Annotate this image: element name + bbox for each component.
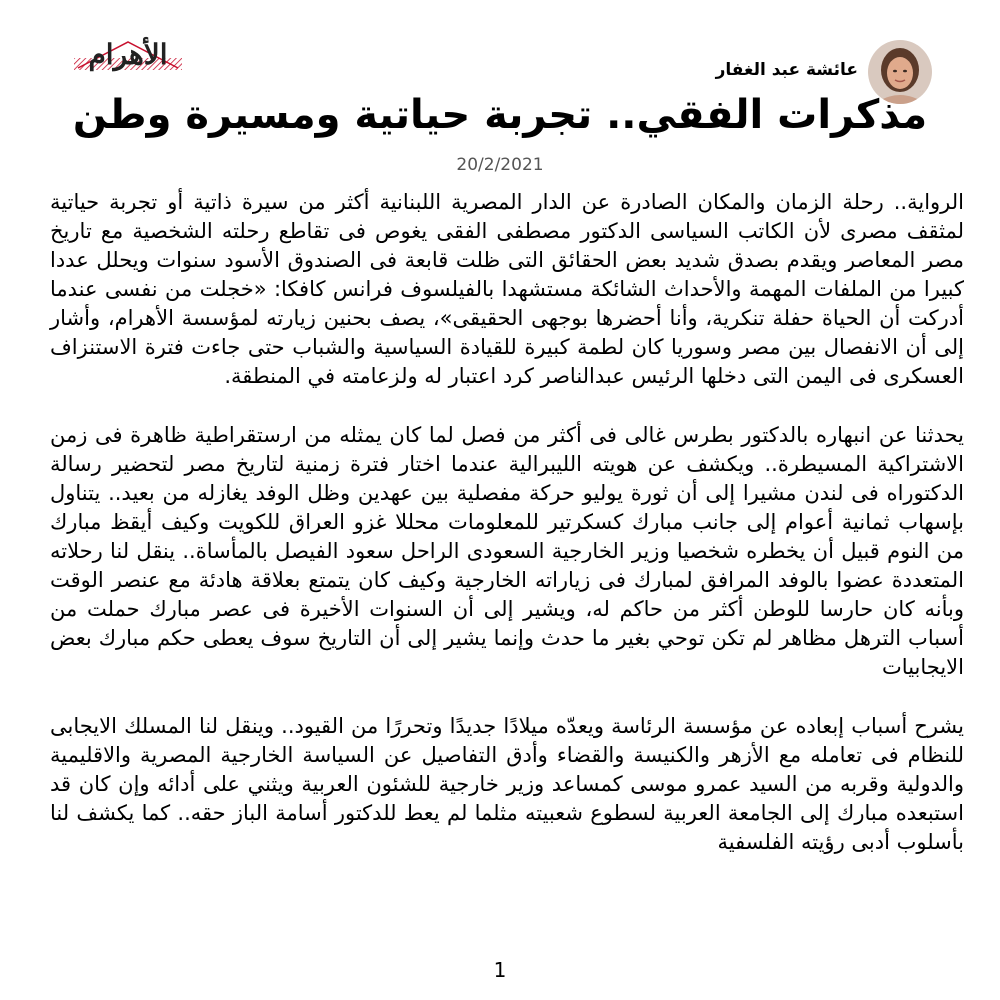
al-ahram-logo	[68, 30, 188, 74]
author-name: عائشة عبد الغفار	[715, 60, 858, 80]
svg-text:الأهرام: الأهرام	[88, 38, 168, 71]
paragraph-spacer	[50, 682, 964, 712]
article-body	[50, 188, 964, 857]
article-date: 20/2/2021	[456, 155, 544, 175]
paragraph-spacer	[50, 391, 964, 421]
paragraph-2: يحدثنا عن انبهاره بالدكتور بطرس غالى فى أكثر من فصل لما كان يمثله من ارستقراطية ظاهرة فى زمن الاشتراكية المسيطرة.. ويكشف عن هويته الليبرالية عندما اختار فترة زمنية لتاريخ مصر لتحضير رسالة الدكتوراه فى لندن مشيرا إلى أن ثورة يوليو حركة مفصلية بين عهدين وظل الوفد يغازله من بعيد.. يتناول بإسهاب ثمانية أعوام إلى جانب مبارك كسكرتير للمعلومات محللا غزو العراق للكويت وكيف أيقظ مبارك من النوم قبيل أن يخطره شخصيا وزير الخارجية السعودى الراحل سعود الفيصل بالمأساة.. ينقل لنا رحلاته المتعددة عضوا بالوفد المرافق لمبارك فى زياراته الخارجية وكيف كان يتمتع بعلاقة هادئة مع عنصر الوقت وبأنه كان حارسا للوطن أكثر من حاكم له، ويشير إلى أن السنوات الأخيرة فى عصر مبارك حملت من أسباب الترهل مظاهر لم تكن توحي بغير ما حدث وإنما يشير إلى أن التاريخ سوف يعطى حكم مبارك بعض الايجابيات	[50, 423, 964, 679]
page-number: 1	[493, 958, 507, 982]
paragraph-1: الرواية.. رحلة الزمان والمكان الصادرة عن الدار المصرية اللبنانية أكثر من سيرة ذاتية أو تجربة حياتية لمثقف مصرى لأن الكاتب السياسى الدكتور مصطفى الفقى يغوص فى تقاطع رحلته الشخصية مع تاريخ مصر المعاصر ويقدم بصدق شديد بعض الحقائق التى ظلت قابعة فى الصندوق الأسود سنوات ويحلل عددا كبيرا من الملفات المهمة والأحداث الشائكة مستشهدا بالفيلسوف فرانس كافكا: «خجلت من نفسى عندما أدركت أن الحياة حفلة تنكرية، وأنا أحضرها بوجهى الحقيقى»، يصف بحنين زيارته لمؤسسة الأهرام، وأشار إلى أن الانفصال بين مصر وسوريا كان لطمة كبيرة للقيادة السياسية والشباب حتى جاءت فترة الاستنزاف العسكرى فى اليمن التى دخلها الرئيس عبدالناصر كرد اعتبار له ولزعامته في المنطقة.	[50, 190, 964, 388]
article-title: مذكرات الفقي.. تجربة حياتية ومسيرة وطن	[72, 92, 928, 138]
paragraph-3: يشرح أسباب إبعاده عن مؤسسة الرئاسة ويعدّه ميلادًا جديدًا وتحررًا من القيود.. وينقل لنا المسلك الايجابى للنظام فى تعامله مع الأزهر والكنيسة والقضاء وأدق التفاصيل عن السياسة الخارجية المصرية والاقليمية والدولية وقربه من السيد عمرو موسى كمساعد وزير خارجية للشئون العربية ويثني على أدائه وإن كان قد استبعده مبارك إلى الجامعة العربية لسطوع شعبيته مثلما لم يعط للدكتور أسامة الباز حقه.. كما يكشف لنا بأسلوب أدبى رؤيته الفلسفية	[50, 714, 964, 854]
logo-graphic	[68, 30, 188, 74]
